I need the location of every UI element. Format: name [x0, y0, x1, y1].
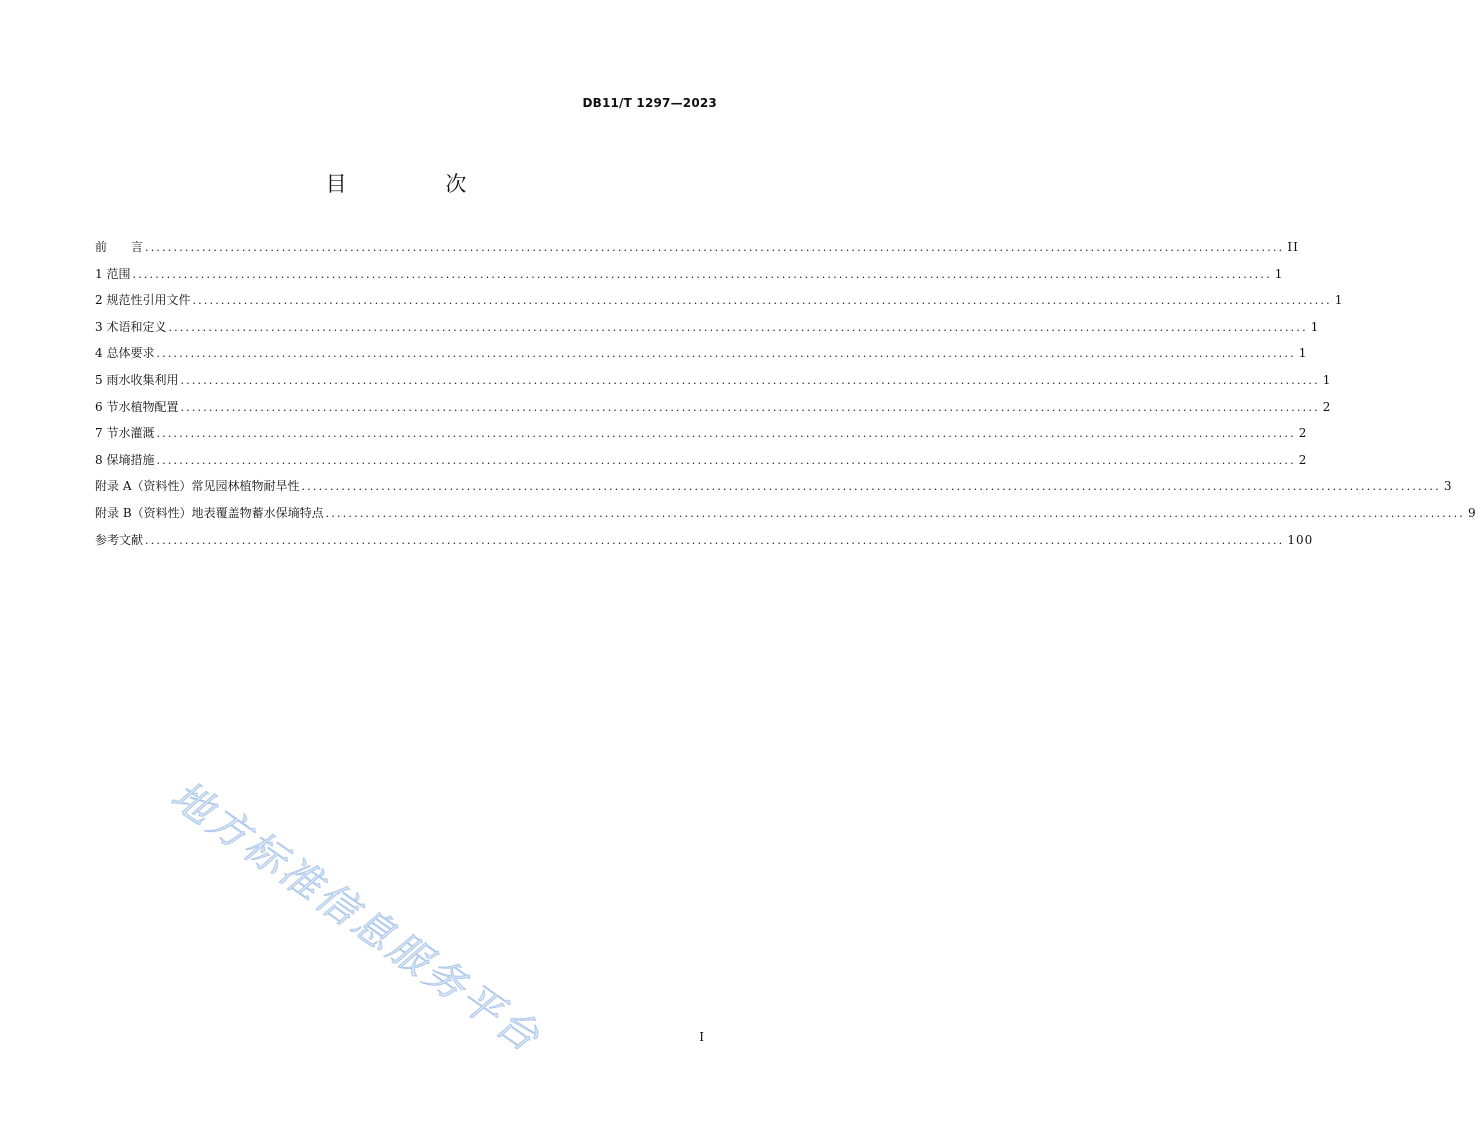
toc-leader-dots: ........................................................................................................................................................................................................	[156, 453, 1296, 467]
toc-entry-plant-configuration[interactable]	[95, 398, 1332, 425]
toc-entry-foreword[interactable]	[95, 238, 1299, 265]
toc-entry-label: 参考文献	[95, 532, 144, 547]
toc-entry-label: 8 保墒措施	[95, 452, 155, 467]
toc-entry-label: 4 总体要求	[95, 346, 155, 361]
toc-entry-label: 2 规范性引用文件	[95, 293, 191, 308]
toc-entry-page: 100	[1287, 532, 1314, 547]
toc-entry-label: 5 雨水收集利用	[95, 372, 179, 387]
toc-entry-label: 7 节水灌溉	[95, 426, 155, 441]
toc-entry-appendix-a[interactable]	[95, 477, 1453, 504]
toc-leader-dots: ........................................................................................................................................................................................................	[325, 506, 1465, 520]
toc-entry-label: 附录 A（资料性）常见园林植物耐旱性	[95, 479, 300, 494]
toc-entry-page: 2	[1322, 399, 1332, 414]
toc-entry-rainwater[interactable]	[95, 371, 1332, 398]
toc-entry-page: 2	[1298, 426, 1308, 441]
page-number: I	[699, 1030, 704, 1044]
table-of-contents	[95, 238, 1477, 557]
watermark: 地方标准信息服务平台	[162, 772, 550, 1063]
toc-leader-dots: ........................................................................................................................................................................................................	[192, 294, 1332, 308]
toc-entry-page: 1	[1322, 372, 1332, 387]
toc-leader-dots: ........................................................................................................................................................................................................	[156, 347, 1296, 361]
toc-entry-normative-references[interactable]	[95, 291, 1344, 318]
toc-entry-page: 1	[1274, 266, 1284, 281]
toc-entry-label: 1 范围	[95, 266, 131, 281]
toc-entry-irrigation[interactable]	[95, 424, 1308, 451]
toc-leader-dots: ........................................................................................................................................................................................................	[145, 533, 1285, 547]
toc-entry-page: 1	[1310, 319, 1320, 334]
toc-entry-bibliography[interactable]	[95, 531, 1314, 558]
toc-entry-page: II	[1287, 240, 1299, 254]
page-title: 目 次	[325, 172, 513, 196]
toc-leader-dots: ........................................................................................................................................................................................................	[132, 267, 1272, 281]
toc-leader-dots: ........................................................................................................................................................................................................	[156, 427, 1296, 441]
toc-entry-terms[interactable]	[95, 318, 1320, 345]
toc-entry-moisture-measures[interactable]	[95, 451, 1308, 478]
toc-entry-scope[interactable]	[95, 265, 1284, 292]
toc-entry-label: 附录 B（资料性）地表覆盖物蓄水保墒特点	[95, 505, 324, 520]
toc-entry-label: 前 言	[95, 240, 144, 254]
toc-leader-dots: ........................................................................................................................................................................................................	[145, 241, 1285, 254]
toc-leader-dots: ........................................................................................................................................................................................................	[168, 320, 1308, 334]
toc-entry-page: 3	[1443, 479, 1453, 494]
toc-entry-general-requirements[interactable]	[95, 344, 1308, 371]
toc-entry-label: 3 术语和定义	[95, 319, 167, 334]
toc-entry-page: 9	[1467, 505, 1477, 520]
toc-entry-page: 1	[1334, 293, 1344, 308]
toc-entry-page: 1	[1298, 346, 1308, 361]
document-code: DB11/T 1297—2023	[582, 96, 717, 110]
toc-entry-label: 6 节水植物配置	[95, 399, 179, 414]
toc-leader-dots: ........................................................................................................................................................................................................	[301, 480, 1441, 494]
toc-entry-appendix-b[interactable]	[95, 504, 1477, 531]
toc-leader-dots: ........................................................................................................................................................................................................	[180, 400, 1320, 414]
toc-entry-page: 2	[1298, 452, 1308, 467]
toc-leader-dots: ........................................................................................................................................................................................................	[180, 373, 1320, 387]
